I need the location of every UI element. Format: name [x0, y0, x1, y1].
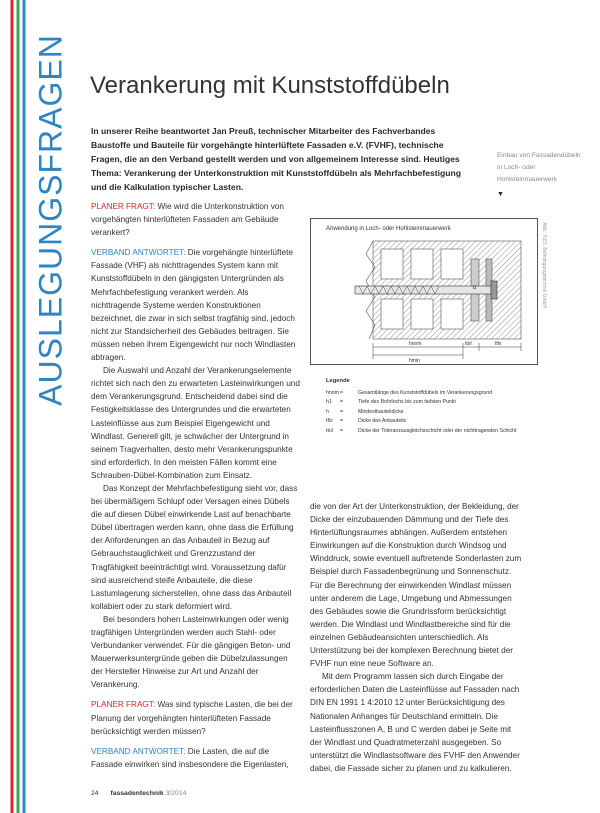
paragraph-2: Die Auswahl und Anzahl der Verankerungselemente richtet sich nach den zu erwarteten Lasteinwirkungen und dem Verankerungsgrund. Entscheidend dabei sind die Festigkeitsklasse des Untergrundes und die erwarteten Lasteinflüsse aus zum Beispiel Eigengewicht und Windlast. Generell gilt, je schwächer der Untergrund in seinem Tragverhalten, desto mehr Verankerungspunkte sind erforderlich. In den meisten Fällen kommt eine Schrauben-Dübel-Kombination zum Einsatz.: [91, 366, 300, 480]
legend-heading: Legende: [326, 378, 350, 384]
legend-row: [326, 398, 546, 408]
caption-arrow-icon: ▼: [497, 191, 504, 198]
figure-credit: [538, 220, 550, 310]
legend-description: Gesamtlänge des Kunststoffdübels im Verankerungsgrund: [358, 389, 492, 396]
legend-symbol: h1: [326, 399, 332, 406]
legend-row: [326, 417, 546, 427]
magazine-name: fassadentechnik: [110, 790, 164, 797]
legend-description: Tiefe des Bohrlochs bis zum tiefsten Punkt: [358, 399, 456, 406]
image-caption-text: Einbau von Fassadendübeln in Loch- oder Hohlsteinmauerwerk: [497, 152, 581, 183]
header-stripes: [0, 0, 600, 40]
paragraph-4: Bei besonders hohen Lasteinwirkungen oder wenig tragfähigen Untergründen werden auch Stahl- oder Verbundanker verwendet. Für die gängigen Beton- und Mauerwerksuntergründe geben die Dübelzulassungen der Hersteller Hinweise zur Art und Anzahl der Verankerung.: [91, 614, 291, 690]
dim-hmin: hmin: [409, 358, 420, 364]
figure-credit-text: Abb.: FZS, Befestigungstechnik GmbH: [541, 222, 547, 308]
answer-2-text: Die Lasten, die auf die Fassade einwirken sind insbesondere die Eigenlasten,: [91, 746, 289, 769]
article-title: Verankerung mit Kunststoffdübeln: [90, 72, 450, 99]
question-2: [91, 698, 300, 737]
legend-symbol: hnom: [326, 389, 339, 396]
dim-alpha: α: [473, 285, 477, 291]
legend-equals: =: [340, 399, 344, 406]
anchor-diagram-svg: [311, 219, 537, 364]
answer-2: [91, 745, 300, 771]
verband-label: VERBAND ANTWORTET:: [91, 248, 186, 258]
column-right-paragraph-1: die von der Art der Unterkonstruktion, der Bekleidung, der Dicke der einzubauenden Dämmung und der Tiefe des Hinterlüftungsraumes abhängen. Außerdem entstehen Einwirkungen auf die Konstruktion durch Windsog und Winddruck, sowie eventuell auftretende Sonderlasten zum Beispiel durch Fassadenbegrünung und Sonnenschutz. Für die Berechnung der einwirkenden Windlast müssen unter anderem die Lage, Umgebung und Abmessungen des Gebäudes sowie die Grundrissform berücksichtigt werden. Die Windlast und Windlastbereiche sind für die einzelnen Gebäudeansichten unterschiedlich. Als Unterstützung bei der komplexen Berechnung bietet der FVHF nun eine neue Software an.: [310, 502, 522, 669]
legend-symbol: tfix: [326, 418, 333, 425]
dim-hnom: hnom: [409, 341, 422, 347]
legend-equals: =: [340, 408, 344, 415]
column-right: [310, 500, 522, 775]
legend-symbol: ttol: [326, 427, 333, 434]
legend-symbol: h: [326, 408, 329, 415]
column-right-paragraph-2: Mit dem Programm lassen sich durch Eingabe der erforderlichen Daten die Lasteinflüsse auf Fassaden nach DIN EN 1991 1 4:2010 12 unter Berücksichtigung des Nationalen Anhanges für Deutschland ermitteln. Die Lasteinflusszonen A, B und C werden dabei je Seite mit der Windlast und Quadratmeterzahl ausgegeben. So unterstützt die Windlastsoftware des FVHF den Anwender dabei, die Fassade sicher zu planen und zu kalkulieren.: [310, 672, 520, 773]
column-left: [91, 200, 300, 771]
page-footer: [91, 790, 186, 797]
dim-ttol: ttol: [465, 341, 472, 347]
legend-row: [326, 426, 546, 436]
verband-label: VERBAND ANTWORTET:: [91, 746, 186, 756]
planer-label: PLANER FRAGT:: [91, 202, 156, 211]
answer-1-text: Die vorgehängte hinterlüftete Fassade (VHF) als nichttragendes System kann mit Kunststoffdübeln in den gängigsten Untergründen als Mehrfachbefestigung verankert werden. Als nichttragende Systeme werden Konstruktionen bezeichnet, die zwar in sich selbst tragfähig sind, jedoch nicht zur Standsicherheit des Gebäudes beitragen. Sie müssen neben ihrem Eigengewicht nur noch Windlasten abtragen.: [91, 248, 296, 363]
question-2-text: Was sind typische Lasten, die bei der Planung der vorgehängten hinterlüfteten Fassade berücksichtigt werden müssen?: [91, 700, 293, 736]
figure-legend: [326, 378, 546, 436]
section-label-text: AUSLEGUNGSFRAGEN: [32, 34, 69, 406]
legend-equals: =: [340, 389, 344, 396]
question-1: [91, 200, 300, 239]
intro-paragraph: In unserer Reihe beantwortet Jan Preuß, technischer Mitarbeiter des Fachverbandes Baustoffe und Bauteile für vorgehängte hinterlüftete Fassaden e.V. (FVHF), technische Fragen, die an den Verband gestellt werden und von allgemeinem Interesse sind. Heutiges Thema: Verankerung der Unterkonstruktion mit Kunststoffdübeln als Mehrfachbefestigung und die Kalkulation typischer Lasten.: [91, 126, 462, 192]
planer-label: PLANER FRAGT:: [91, 700, 156, 710]
paragraph-3: Das Konzept der Mehrfachbefestigung sieht vor, dass bei übermäßigem Schlupf oder Versagen eines Dübels die auf diesen Dübel einwirkende Last auf benachbarte Dübel übertragen werden kann, ohne dass die Erfüllung der Anforderungen an das Anbauteil in Bezug auf Gebrauchstauglichkeit und Grenzzustand der Tragfähigkeit beeinträchtigt wird. Voraussetzung dafür sind ausreichend steife Anbauteile, die diese Lastumlagerung sicherstellen, ohne dass das Anbauteil kollabiert oder zu stark deformiert wird.: [91, 483, 298, 611]
anchor-diagram: [310, 218, 538, 365]
legend-description: Dicke der Toleranzausgleichsschicht oder der nichttragenden Schicht: [358, 427, 517, 434]
issue-number: 3/2014: [165, 790, 187, 797]
legend-description: Dicke des Anbauteils: [358, 418, 407, 425]
figure-title: Anwendung in Loch- oder Hohlsteinmauerwerk: [326, 226, 451, 232]
legend-equals: =: [340, 418, 344, 425]
legend-equals: =: [340, 427, 344, 434]
answer-1: [91, 246, 300, 364]
dim-tfix: tfix: [495, 341, 502, 347]
legend-row: [326, 388, 546, 398]
page-number: 24: [91, 790, 99, 797]
section-label: [28, 34, 74, 406]
question-1-text: Wie wird die Unterkonstruktion von vorgehängten hinterlüfteten Fassaden am Gebäude verankert?: [91, 202, 284, 238]
legend-row: [326, 407, 546, 417]
image-caption: [497, 150, 583, 201]
legend-description: Mindestbauteildicke: [358, 408, 404, 415]
